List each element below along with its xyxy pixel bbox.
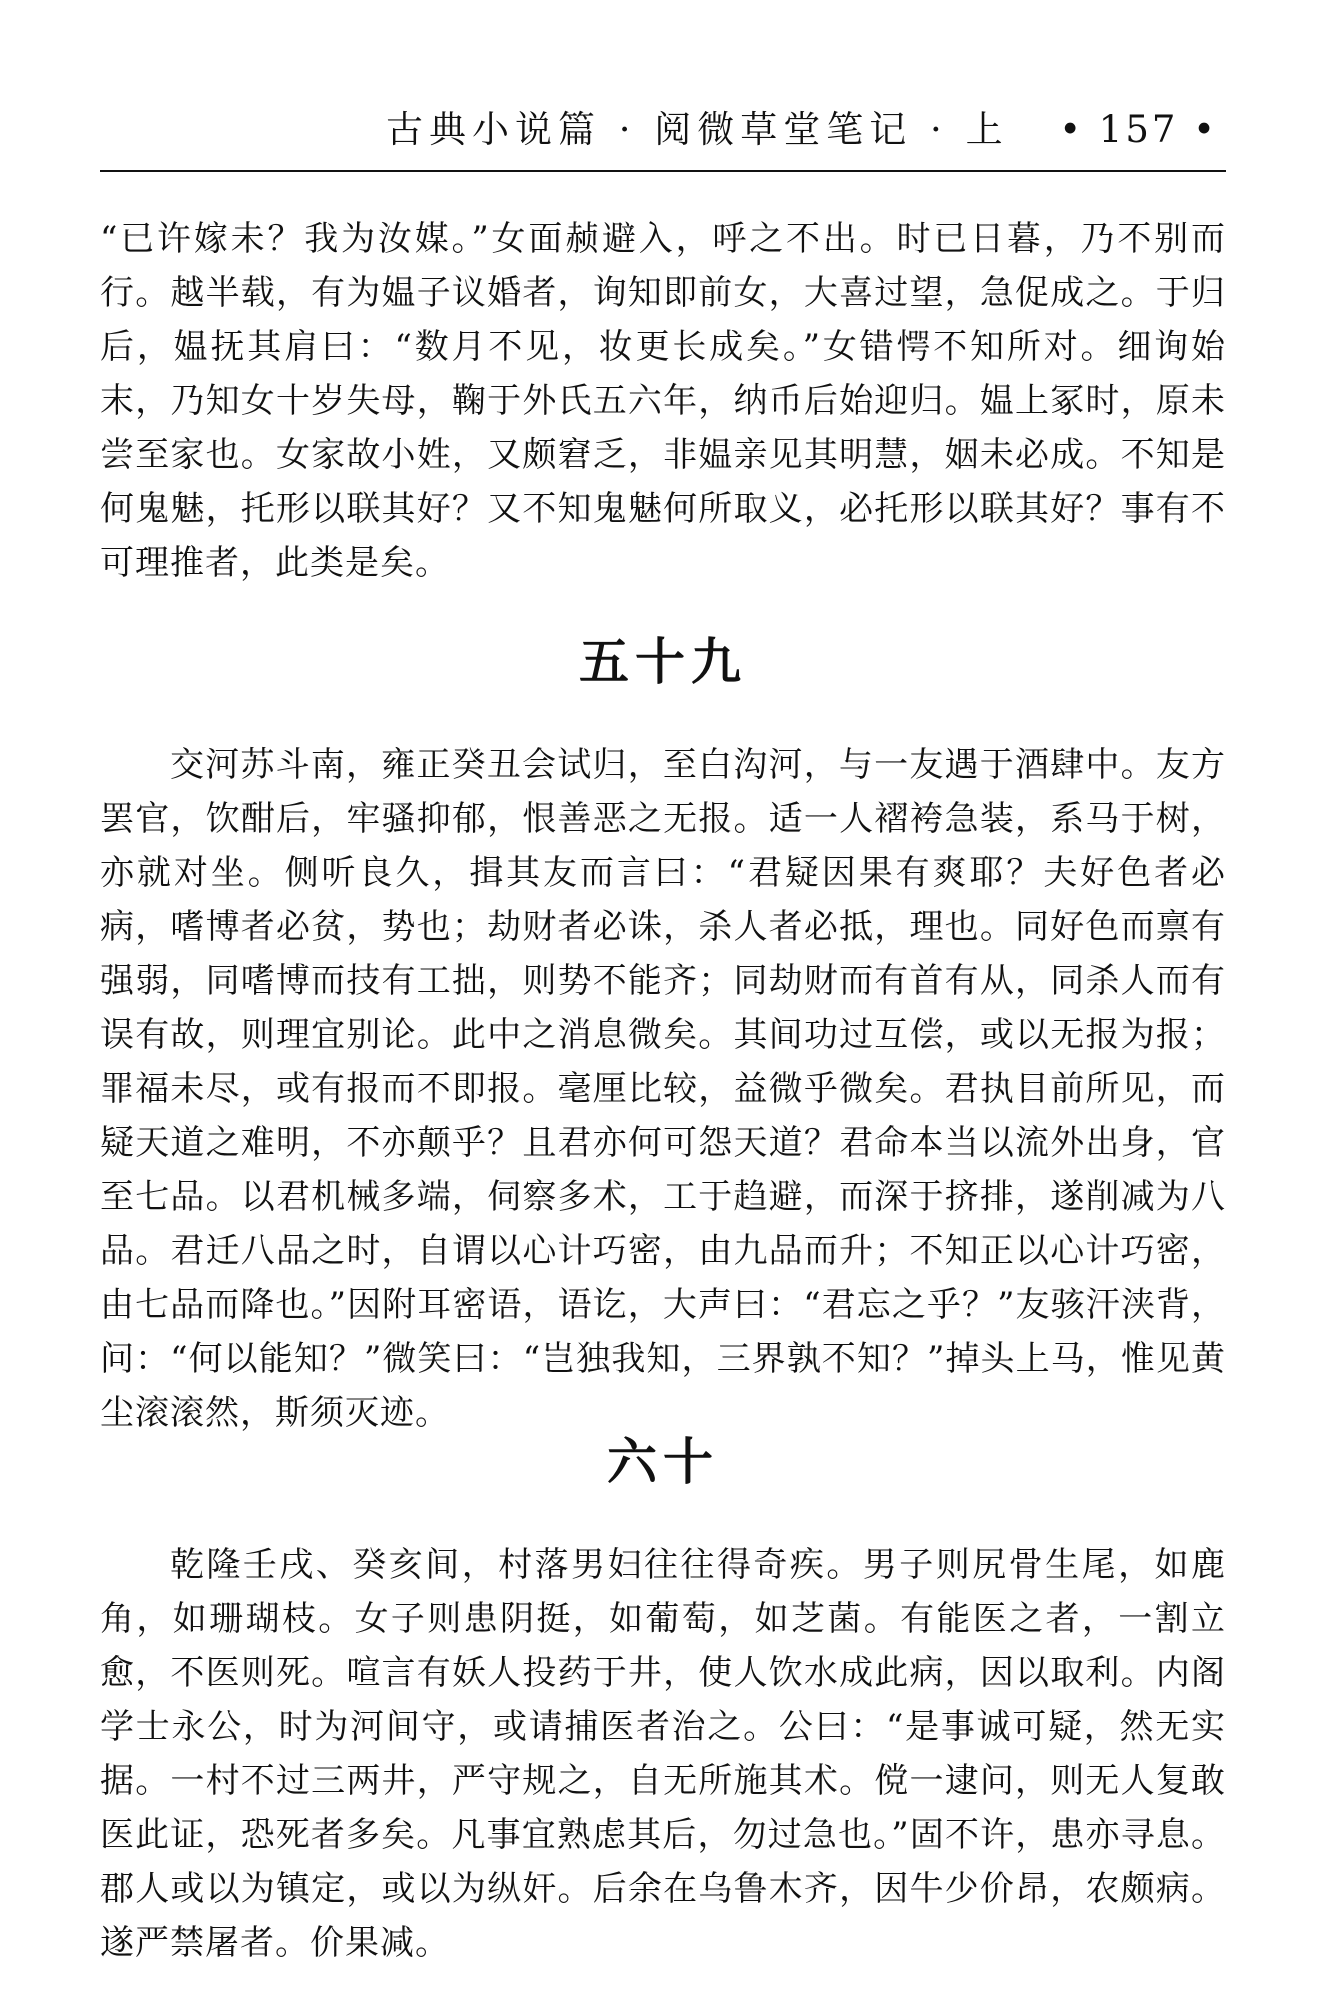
header-title: 古典小说篇 · 阅微草堂笔记 · 上 bbox=[386, 108, 1009, 151]
section-59-paragraph: 交河苏斗南，雍正癸丑会试归，至白沟河，与一友遇于酒肆中。友方罢官，饮酣后，牢骚抑郁，恨善恶之无报。适一人褶袴急装，系马于树，亦就对坐。侧听良久，揖其友而言曰：“君疑因果有爽耶？夫好色者必病，嗜博者必贫，势也；劫财者必诛，杀人者必抵，理也。同好色而禀有强弱，同嗜博而技有工拙，则势不能齐；同劫财而有首有从，同杀人而有误有故，则理宜别论。此中之消息微矣。其间功过互偿，或以无报为报；罪福未尽，或有报而不即报。毫厘比较，益微乎微矣。君执目前所见，而疑天道之难明，不亦颠乎？且君亦何可怨天道？君命本当以流外出身，官至七品。以君机械多端，伺察多术，工于趋避，而深于挤排，遂削减为八品。君迁八品之时，自谓以心计巧密，由九品而升；不知正以心计巧密，由七品而降也。”因附耳密语，语讫，大声曰：“君忘之乎？”友骇汗浃背，问：“何以能知？”微笑曰：“岂独我知，三界孰不知？”掉头上马，惟见黄尘滚滚然，斯须灭迹。 bbox=[100, 745, 1226, 1433]
section-59-body bbox=[100, 738, 1226, 1440]
section-60-paragraph: 乾隆壬戌、癸亥间，村落男妇往往得奇疾。男子则尻骨生尾，如鹿角，如珊瑚枝。女子则患阴挺，如葡萄，如芝菌。有能医之者，一割立愈，不医则死。喧言有妖人投药于井，使人饮水成此病，因以取利。内阁学士永公，时为河间守，或请捕医者治之。公曰：“是事诚可疑，然无实据。一村不过三两井，严守规之，自无所施其术。傥一逮问，则无人复敢医此证，恐死者多矣。凡事宜熟虑其后，勿过急也。”固不许，患亦寻息。郡人或以为镇定，或以为纵奸。后余在乌鲁木齐，因牛少价昂，农颇病。遂严禁屠者。价果减。 bbox=[100, 1545, 1226, 1963]
section-60-body bbox=[100, 1538, 1226, 1970]
header-rule bbox=[100, 170, 1226, 172]
page-number: • 157 • bbox=[1059, 108, 1218, 151]
continued-paragraph-block bbox=[100, 212, 1226, 590]
continued-paragraph: “已许嫁未？我为汝媒。”女面赪避入，呼之不出。时已日暮，乃不别而行。越半载，有为媪子议婚者，询知即前女，大喜过望，急促成之。于归后，媪抚其肩曰：“数月不见，妆更长成矣。”女错愕不知所对。细询始末，乃知女十岁失母，鞠于外氏五六年，纳币后始迎归。媪上冢时，原未尝至家也。女家故小姓，又颇窘乏，非媪亲见其明慧，姻未必成。不知是何鬼魅，托形以联其好？又不知鬼魅何所取义，必托形以联其好？事有不可理推者，此类是矣。 bbox=[100, 219, 1226, 583]
section-heading-59: 五十九 bbox=[579, 633, 747, 691]
running-header bbox=[100, 98, 1226, 160]
section-heading-60: 六十 bbox=[607, 1433, 719, 1491]
